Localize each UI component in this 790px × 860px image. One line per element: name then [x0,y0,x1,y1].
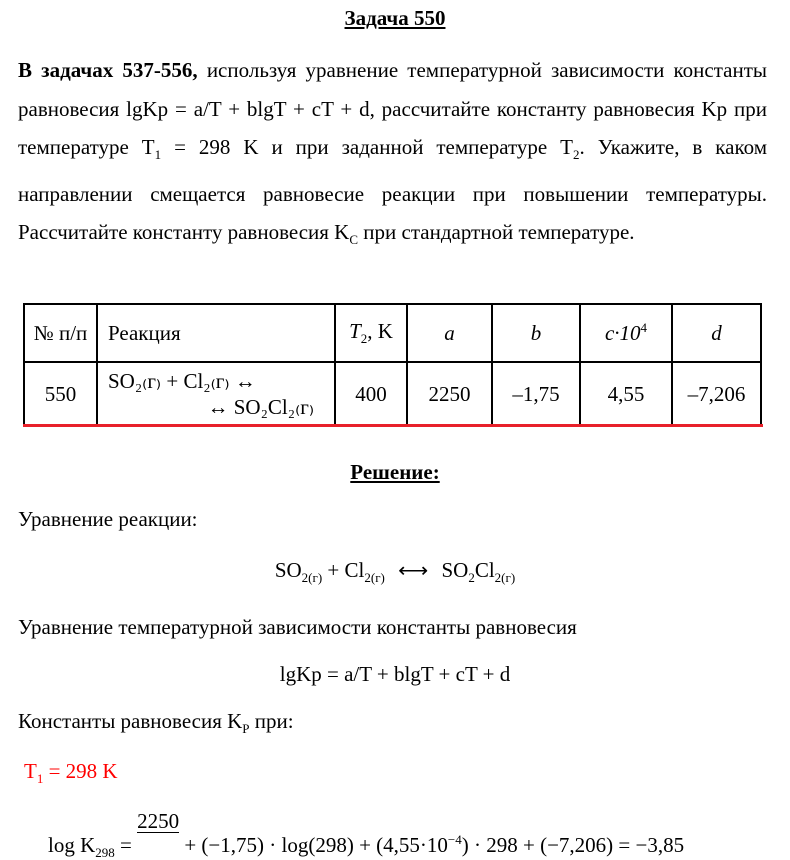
calc-formula: $\log K_{298} = 2250 + (-1,75) \cdot \log(298) + (4,55\cdot 10^{-4}) \cdot 298 + (-7,206) = -3,85$ [48,809,685,860]
temp-dep-label: Уравнение температурной зависимости константы равновесия [18,615,577,639]
cell-t2: 400 [335,362,407,426]
header-num: № п/п [24,304,97,362]
c-sup: 4 [640,320,648,335]
eq-sub: 2 [468,570,475,586]
calc-lhs: log K [48,833,96,857]
eq-part: SO [274,558,302,582]
solution-title: Решение: [350,460,440,484]
kp-text: Константы равновесия K [18,709,243,733]
eq-sub: 2(г) [301,570,323,586]
kp-label [18,709,294,737]
task-text-1: используя уравнение температурной зависимости константы равновесия lgKp = a/T + blgT + cT + d, рассчитайте константу равновесия Kp при температуре T [18,58,767,159]
eq-sub: 2(г) [494,570,516,586]
t2-unit: , K [367,318,393,343]
red-underline [23,424,763,427]
eq-part: Cl [474,558,495,582]
kp-text-2: при: [249,709,294,733]
t1-value: = 298 K [43,759,118,783]
kp-sub: P [242,721,250,737]
calc-numerator: 2250 [137,809,180,833]
t1-symbol: T [24,759,37,783]
kc-sub: C [349,232,359,248]
task-intro: В задачах 537-556, [18,58,198,82]
t1-sub: 1 [154,147,162,163]
temp-dep-formula: lgKp = a/T + blgT + cT + d [279,662,511,686]
problem-title: Задача 550 [344,6,446,30]
t1-label [24,759,118,787]
eq-arrow: ⟷ [392,558,434,582]
reaction-equation [0,558,790,586]
cell-d: –7,206 [672,362,761,426]
header-t2 [335,304,407,362]
header-a: a [444,320,455,345]
task-text [18,51,767,260]
task-text-2: = 298 K и при заданной температуре T [161,135,574,159]
eq-sub: 2(г) [364,570,385,586]
cell-reaction [97,362,335,426]
calc-lhs-sub: 298 [95,845,115,860]
calc-exp: −4 [447,832,462,847]
header-reaction: Реакция [97,304,335,362]
cell-b: –1,75 [492,362,580,426]
reaction-line-2: ↔ SO₂Cl₂₍г₎ [207,395,314,419]
eq-part: SO [441,558,469,582]
data-table [23,303,762,427]
t1-label-sub: 1 [36,771,44,787]
header-b: b [530,320,542,345]
eq-part: + Cl [322,558,365,582]
task-text-3: . Укажите, в каком направлении смещается равновесие реакции при повышении температуры. Рассчитайте константу равновесия K [18,135,767,245]
calc-rest: + (−1,75) · log(298) + (4,55·10 [184,833,448,857]
cell-a: 2250 [407,362,492,426]
cell-c: 4,55 [580,362,672,426]
t2-symbol: T [349,318,361,343]
t2-header-sub: 2 [360,331,368,347]
cell-num: 550 [24,362,97,426]
t2-sub: 2 [573,147,580,163]
header-c: c·10 [604,321,641,345]
reaction-line-1: SO₂₍г₎ + Cl₂₍г₎ ↔ [108,369,256,393]
calc-rest-2: ) · 298 + (−7,206) = −3,85 [461,833,685,857]
table-header-row [24,304,761,362]
reaction-label: Уравнение реакции: [18,507,198,531]
header-d: d [711,320,722,345]
table-row [24,362,761,426]
task-text-4: при стандартной температуре. [358,220,635,245]
